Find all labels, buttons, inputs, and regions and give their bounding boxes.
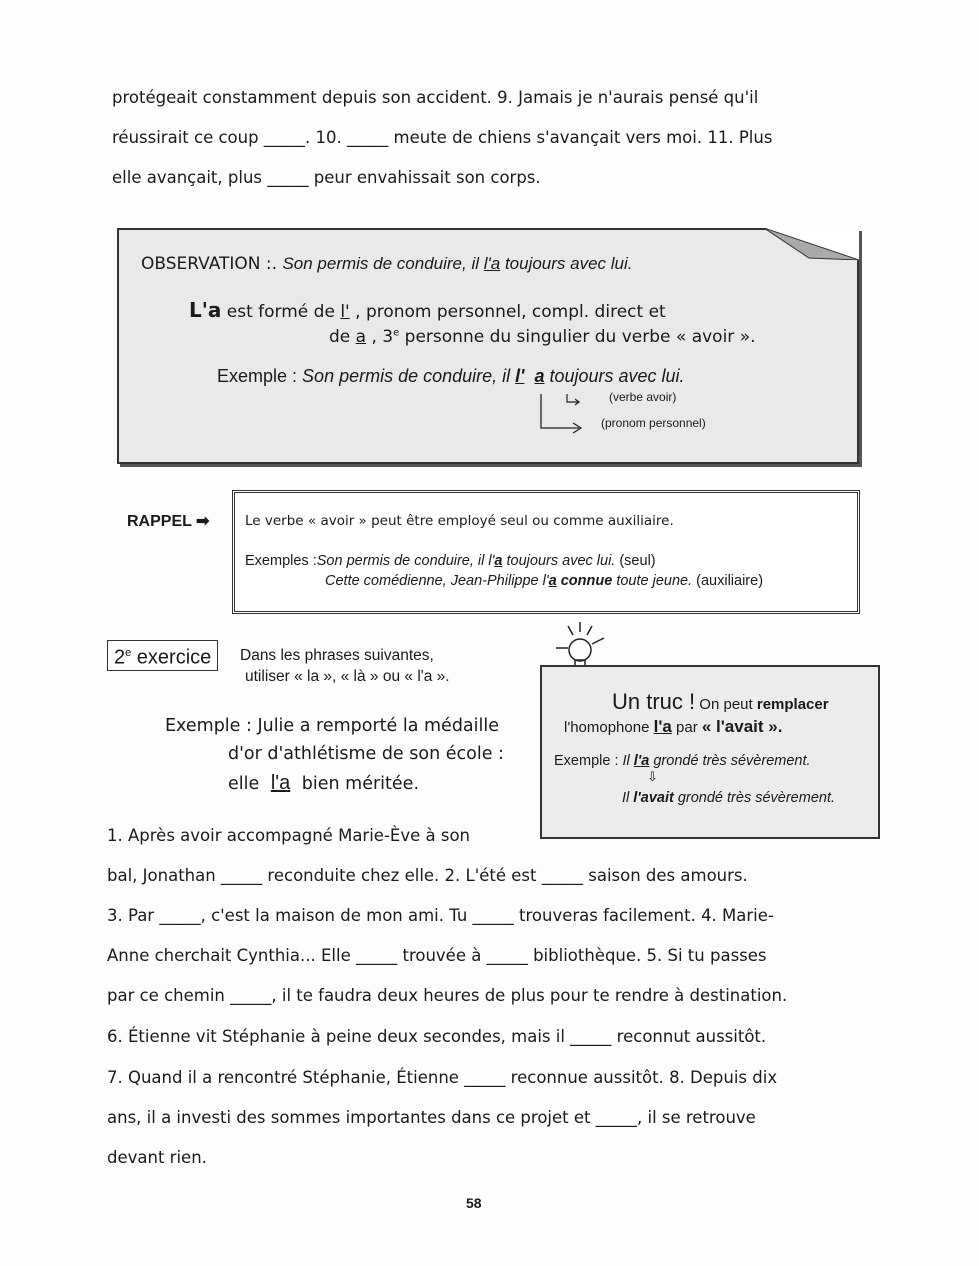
example-line: Exemple : Julie a remporté la médaille xyxy=(165,716,500,736)
exercise-line: 7. Quand il a rencontré Stéphanie, Étienne _____ reconnue aussitôt. 8. Depuis dix xyxy=(107,1068,778,1087)
folded-corner-icon xyxy=(764,228,859,260)
instruction-line: utiliser « la », « là » ou « l'a ». xyxy=(245,668,450,685)
truc-example-2: Il l'avait grondé très sévèrement. xyxy=(622,790,836,806)
exercise-line: devant rien. xyxy=(107,1148,207,1167)
rule-line-2: de a , 3e personne du singulier du verbe « avoir ». xyxy=(329,327,756,347)
rappel-example-2: Cette comédienne, Jean-Philippe l'a connue toute jeune. (auxiliaire) xyxy=(325,573,764,589)
rappel-example-1: Exemples :Son permis de conduire, il l'a toujours avec lui. (seul) xyxy=(245,553,656,569)
page-number: 58 xyxy=(466,1195,482,1211)
down-arrow-icon: ⇩ xyxy=(647,770,658,785)
exercise-line: 3. Par _____, c'est la maison de mon ami. Tu _____ trouveras facilement. 4. Marie- xyxy=(107,906,774,925)
exercise-line: 1. Après avoir accompagné Marie-Ève à son xyxy=(107,826,470,845)
arrow-icon xyxy=(537,390,597,440)
note-verbe: (verbe avoir) xyxy=(609,390,677,404)
example-line: d'or d'athlétisme de son école : xyxy=(228,744,504,764)
exercise-line: 6. Étienne vit Stéphanie à peine deux secondes, mais il _____ reconnut aussitôt. xyxy=(107,1027,767,1046)
rappel-label: RAPPEL ➡ xyxy=(127,513,210,530)
exercise-label: 2e exercice xyxy=(107,640,218,671)
observation-line: OBSERVATION :. Son permis de conduire, il l'a toujours avec lui. xyxy=(141,254,633,274)
exercise-line: ans, il a investi des sommes importantes dans ce projet et _____, il se retrouve xyxy=(107,1108,756,1127)
example-line: elle l'a bien méritée. xyxy=(228,772,420,794)
note-pronom: (pronom personnel) xyxy=(601,416,706,430)
rappel-box xyxy=(232,490,860,614)
exercise-line: par ce chemin _____, il te faudra deux heures de plus pour te rendre à destination. xyxy=(107,986,788,1005)
example-line: Exemple : Son permis de conduire, il l' a toujours avec lui. xyxy=(217,366,685,386)
truc-example-1: Exemple : Il l'a grondé très sévèrement. xyxy=(554,753,811,769)
text-line: réussirait ce coup _____. 10. _____ meute de chiens s'avançait vers moi. 11. Plus xyxy=(112,128,773,147)
text-line: protégeait constamment depuis son accident. 9. Jamais je n'aurais pensé qu'il xyxy=(112,88,759,107)
observation-box xyxy=(117,228,859,464)
exercise-line: bal, Jonathan _____ reconduite chez elle. 2. L'été est _____ saison des amours. xyxy=(107,866,748,885)
rule-line-1: L'a est formé de l' , pronom personnel, compl. direct et xyxy=(189,298,666,322)
truc-line: l'homophone l'a par « l'avait ». xyxy=(564,717,783,736)
exercise-line: Anne cherchait Cynthia... Elle _____ trouvée à _____ bibliothèque. 5. Si tu passes xyxy=(107,946,767,965)
truc-title-line: Un truc ! On peut remplacer xyxy=(612,689,829,714)
text-line: elle avançait, plus _____ peur envahissait son corps. xyxy=(112,168,541,187)
instruction-line: Dans les phrases suivantes, xyxy=(240,647,434,664)
rappel-line: Le verbe « avoir » peut être employé seul ou comme auxiliaire. xyxy=(245,513,674,529)
truc-box xyxy=(540,665,880,839)
